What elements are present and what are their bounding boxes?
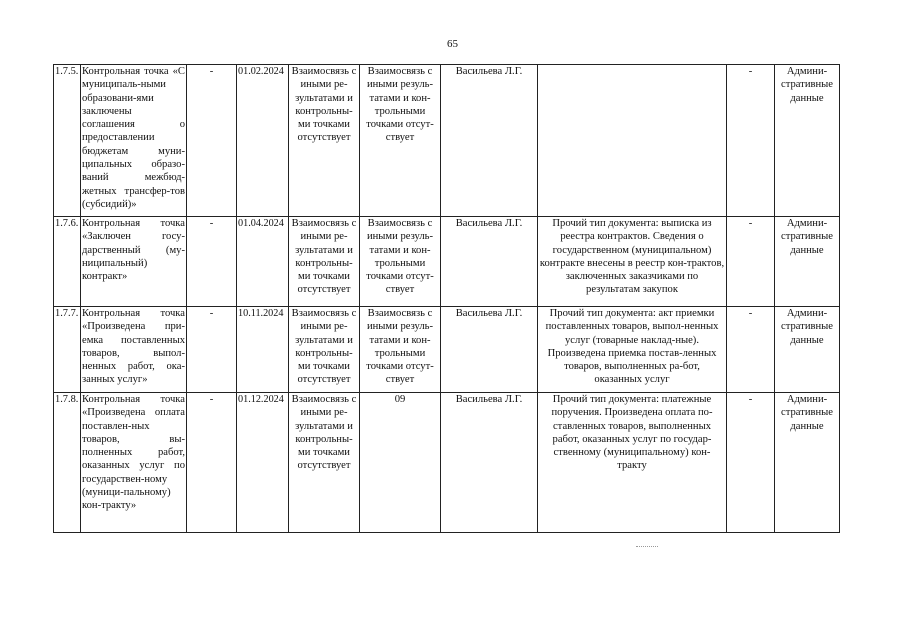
- information-system: Админи-стративные данные: [775, 307, 840, 393]
- control-point-name: Контрольная точка «С муниципаль-ными образовани-ями заключены соглашения о предоставлении бюджетам муни-ципальных образо-ваний межбюд-жетных трансфер-тов (субсидий)»: [81, 65, 187, 217]
- information-system: Админи-стративные данные: [775, 217, 840, 307]
- link-description-2: 09: [360, 393, 441, 533]
- table-row: [54, 393, 840, 533]
- link-description-2: Взаимосвязь с иными резуль-татами и кон-трольными точками отсут-ствует: [360, 217, 441, 307]
- previous-point: -: [187, 307, 237, 393]
- responsible-person: Васильева Л.Г.: [441, 217, 538, 307]
- page-number: 65: [447, 38, 458, 50]
- previous-point: -: [187, 393, 237, 533]
- link-description-2: Взаимосвязь с иными резуль-татами и кон-трольными точками отсут-ствует: [360, 65, 441, 217]
- information-system: Админи-стративные данные: [775, 393, 840, 533]
- responsible-person: Васильева Л.Г.: [441, 393, 538, 533]
- link-description-1: Взаимосвязь с иными ре-зультатами и контрольны-ми точками отсутствует: [289, 393, 360, 533]
- flag-cell: -: [727, 217, 775, 307]
- document-type: Прочий тип документа: выписка из реестра контрактов. Сведения о государственном (муниципальном) контракте внесены в реестр кон-трактов, заключенных заказчиками по результатам закупок: [538, 217, 727, 307]
- link-description-1: Взаимосвязь с иными ре-зультатами и контрольны-ми точками отсутствует: [289, 217, 360, 307]
- document-type: [538, 65, 727, 217]
- row-number: 1.7.6.: [54, 217, 81, 307]
- control-point-name: Контрольная точка «Произведена при-емка поставленных товаров, выпол-ненных работ, ока-занных услуг»: [81, 307, 187, 393]
- link-description-1: Взаимосвязь с иными ре-зультатами и контрольны-ми точками отсутствует: [289, 65, 360, 217]
- table-row: [54, 65, 840, 217]
- due-date: 01.02.2024: [237, 65, 289, 217]
- flag-cell: -: [727, 393, 775, 533]
- table-row: [54, 217, 840, 307]
- due-date: 01.12.2024: [237, 393, 289, 533]
- scan-mark: [636, 546, 658, 548]
- link-description-2: Взаимосвязь с иными резуль-татами и кон-трольными точками отсут-ствует: [360, 307, 441, 393]
- control-points-table: [53, 64, 840, 533]
- responsible-person: Васильева Л.Г.: [441, 307, 538, 393]
- due-date: 01.04.2024: [237, 217, 289, 307]
- table-body: [54, 65, 840, 533]
- responsible-person: Васильева Л.Г.: [441, 65, 538, 217]
- flag-cell: -: [727, 307, 775, 393]
- flag-cell: -: [727, 65, 775, 217]
- document-type: Прочий тип документа: платежные поручения. Произведена оплата по-ставленных товаров, выполненных работ, оказанных услуг по государ-ственному (муниципальному) кон-тракту: [538, 393, 727, 533]
- control-point-name: Контрольная точка «Произведена оплата поставлен-ных товаров, вы-полненных работ, оказанных услуг по государствен-ному (муници-пальному) кон-тракту»: [81, 393, 187, 533]
- previous-point: -: [187, 65, 237, 217]
- control-point-name: Контрольная точка «Заключен госу-дарственный (му-ниципальный) контракт»: [81, 217, 187, 307]
- row-number: 1.7.7.: [54, 307, 81, 393]
- previous-point: -: [187, 217, 237, 307]
- link-description-1: Взаимосвязь с иными ре-зультатами и контрольны-ми точками отсутствует: [289, 307, 360, 393]
- due-date: 10.11.2024: [237, 307, 289, 393]
- row-number: 1.7.5.: [54, 65, 81, 217]
- document-type: Прочий тип документа: акт приемки поставленных товаров, выпол-ненных услуг (товарные наклад-ные). Произведена приемка постав-ленных товаров, выполненных ра-бот, оказанных услуг: [538, 307, 727, 393]
- table-row: [54, 307, 840, 393]
- information-system: Админи-стративные данные: [775, 65, 840, 217]
- row-number: 1.7.8.: [54, 393, 81, 533]
